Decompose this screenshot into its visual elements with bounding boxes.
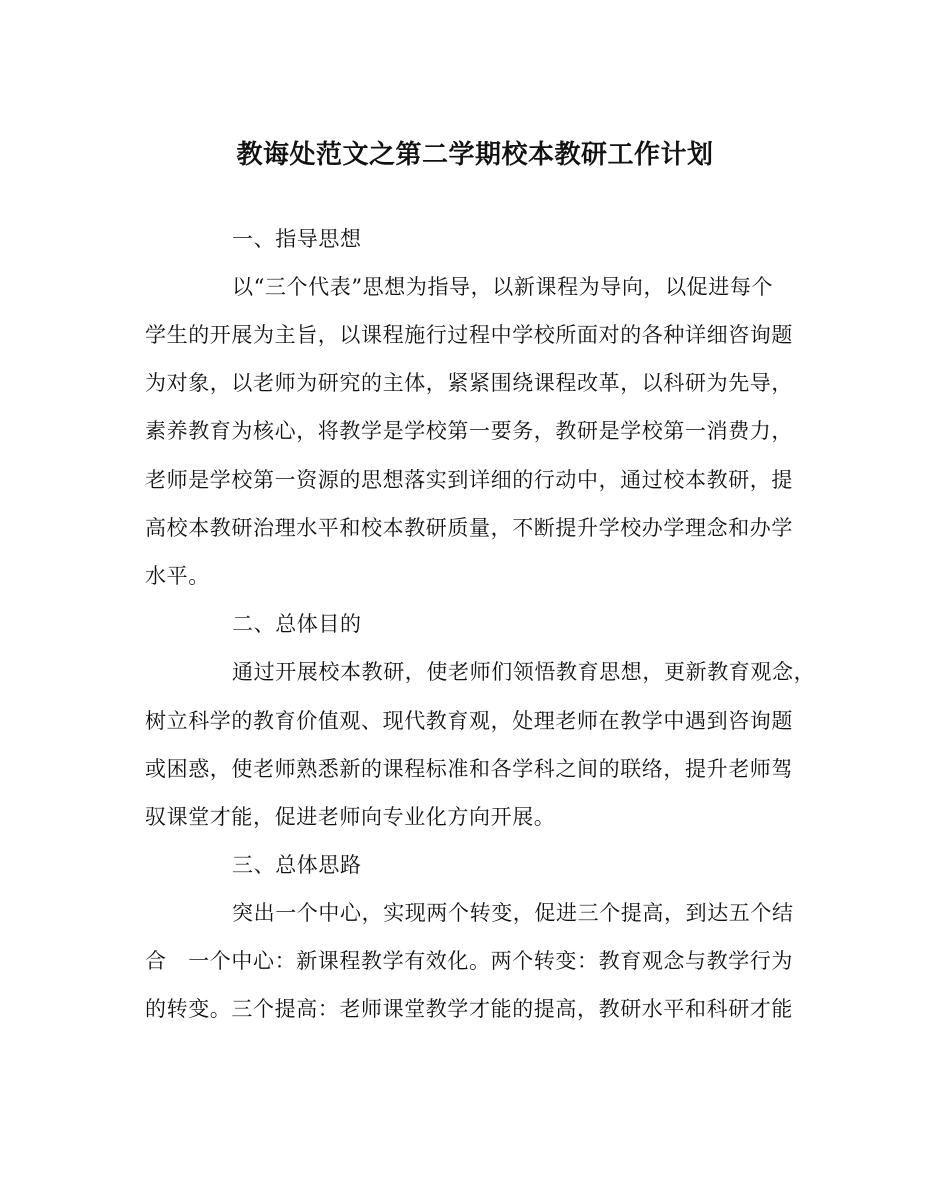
paragraph-line: 的转变。三个提高：老师课堂教学才能的提高，教研水平和科研才能: [145, 997, 793, 1021]
document-title: 教诲处范文之第二学期校本教研工作计划: [236, 140, 714, 170]
paragraph-line: 通过开展校本教研，使老师们领悟教育思想，更新教育观念，: [232, 660, 816, 684]
paragraph-line: 水平。: [145, 564, 210, 588]
paragraph-line: 为对象，以老师为研究的主体，紧紧围绕课程改革，以科研为先导，: [145, 371, 793, 395]
paragraph-line: 学生的开展为主旨，以课程施行过程中学校所面对的各种详细咨询题: [145, 323, 793, 347]
paragraph-line: 突出一个中心，实现两个转变，促进三个提高，到达五个结: [232, 901, 794, 925]
paragraph-line: 老师是学校第一资源的思想落实到详细的行动中，通过校本教研，提: [145, 468, 793, 492]
section-heading-2: 二、总体目的: [232, 612, 362, 636]
paragraph-line: 素养教育为核心，将教学是学校第一要务，教研是学校第一消费力，: [145, 419, 793, 443]
paragraph-line: 驭课堂才能，促进老师向专业化方向开展。: [145, 805, 556, 829]
paragraph-line: 或困惑，使老师熟悉新的课程标准和各学科之间的联络，提升老师驾: [145, 757, 793, 781]
section-heading-1: 一、指导思想: [232, 227, 362, 251]
paragraph-line: 以“三个代表”思想为指导，以新课程为导向，以促进每个: [232, 275, 774, 299]
paragraph-line: 高校本教研治理水平和校本教研质量，不断提升学校办学理念和办学: [145, 516, 793, 540]
paragraph-line: 合 一个中心：新课程教学有效化。两个转变：教育观念与教学行为: [145, 949, 793, 973]
paragraph-line: 树立科学的教育价值观、现代教育观，处理老师在教学中遇到咨询题: [145, 709, 793, 733]
section-heading-3: 三、总体思路: [232, 853, 362, 877]
